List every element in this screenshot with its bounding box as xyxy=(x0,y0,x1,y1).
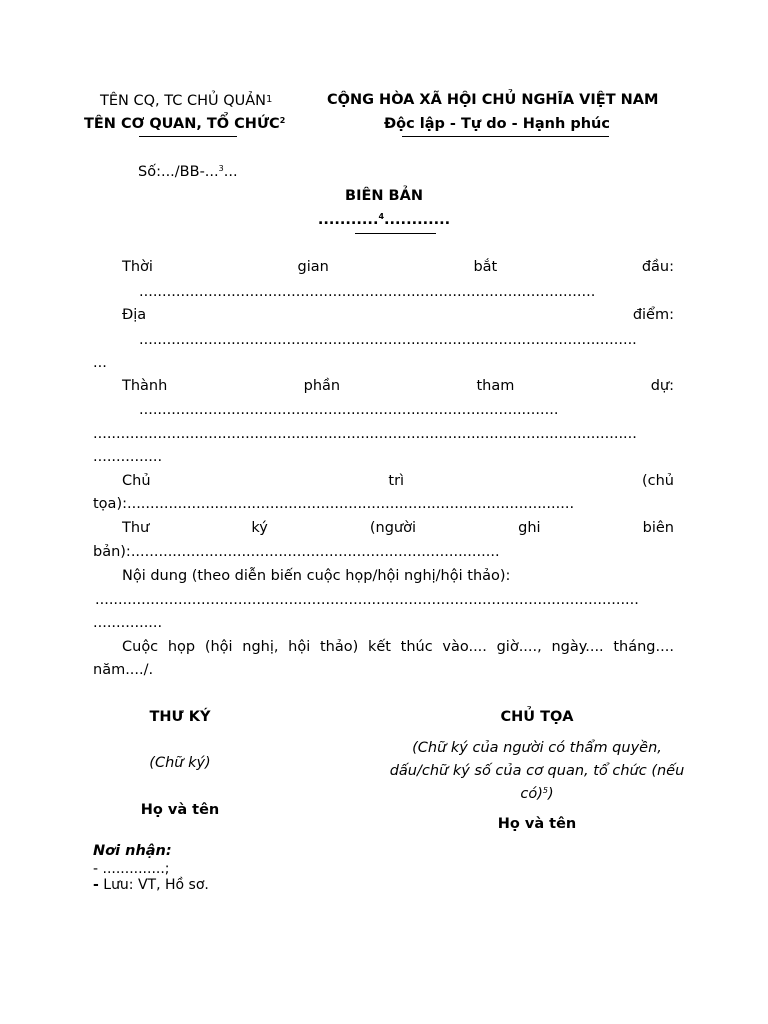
agency-parent-note: 1 xyxy=(266,94,273,105)
end-word: Cuộc xyxy=(122,639,159,655)
chair-signature-end: ) xyxy=(547,786,554,802)
attendees-row xyxy=(122,376,674,396)
chair-word: (chủ xyxy=(641,473,674,489)
content-dots: ...................................................................................................................... xyxy=(95,592,639,608)
end-word: giờ...., xyxy=(496,639,542,655)
chair-signature-line3 xyxy=(377,784,697,804)
attendees-dots-cont: ...................................................................................................................... xyxy=(93,426,637,442)
secretary-word: (người xyxy=(369,520,417,536)
end-word: thúc xyxy=(400,639,433,655)
attendees-word: phần xyxy=(303,378,341,394)
doc-number-note: 3 xyxy=(218,164,224,173)
end-word: hội xyxy=(288,639,311,655)
end-word: nghị, xyxy=(242,639,279,655)
place-dots-cont: ... xyxy=(93,355,107,371)
attendees-word: tham xyxy=(476,378,515,394)
doc-subtitle-left: ........... xyxy=(317,212,379,228)
secretary-word: ghi xyxy=(518,520,541,536)
country-name: CỘNG HÒA XÃ HỘI CHỦ NGHĨA VIỆT NAM xyxy=(327,92,659,108)
doc-number-prefix: Số:.../BB-... xyxy=(138,164,219,180)
content-label: Nội dung (theo diễn biến cuộc họp/hội nghị/hội thảo): xyxy=(122,568,511,584)
agency-name-text: TÊN CƠ QUAN, TỔ CHỨC xyxy=(84,116,280,132)
end-word: ngày.... xyxy=(551,639,604,655)
chair-cont: tọa):................................................................................................. xyxy=(93,496,575,512)
chair-title: CHỦ TỌA xyxy=(500,709,574,725)
motto: Độc lập - Tự do - Hạnh phúc xyxy=(384,116,610,132)
attendees-dots-cont2: ............... xyxy=(93,449,163,465)
place-row xyxy=(122,305,674,325)
attendees-word: Thành xyxy=(122,378,168,394)
doc-subtitle-note: 4 xyxy=(378,212,385,221)
end-cont: năm..../. xyxy=(93,662,154,678)
content-dots-cont: ............... xyxy=(93,615,163,631)
attendees-dots: ........................................................................................... xyxy=(139,402,559,418)
secretary-row xyxy=(122,518,674,538)
place-word: Địa xyxy=(122,307,147,323)
end-word: tháng.... xyxy=(613,639,674,655)
secretary-word: ký xyxy=(251,520,268,536)
agency-name-note: 2 xyxy=(279,116,286,125)
place-dots: ............................................................................................................ xyxy=(139,332,637,348)
time-dots: ................................................................................................... xyxy=(139,284,596,300)
secretary-title: THƯ KÝ xyxy=(149,709,211,725)
agency-parent xyxy=(100,90,272,111)
chair-signature-text: có) xyxy=(520,786,543,802)
time-row xyxy=(122,257,674,277)
recipient-line1: - ..............; xyxy=(93,861,170,877)
recipients-label: Nơi nhận: xyxy=(93,843,172,859)
attendees-word: dự: xyxy=(650,378,674,394)
agency-underline xyxy=(139,136,237,137)
doc-subtitle xyxy=(0,210,768,230)
doc-number xyxy=(138,162,238,182)
time-word: đầu: xyxy=(641,259,674,275)
doc-number-suffix: ... xyxy=(223,164,238,180)
motto-underline xyxy=(402,136,609,137)
agency-parent-text: TÊN CQ, TC CHỦ QUẢN xyxy=(100,93,267,109)
end-word: (hội xyxy=(204,639,233,655)
doc-title: BIÊN BẢN xyxy=(345,188,423,204)
chair-signature-line1: (Chữ ký của người có thẩm quyền, xyxy=(412,740,662,756)
recipient-line2-text: Lưu: VT, Hồ sơ. xyxy=(98,877,209,893)
chair-word: Chủ xyxy=(122,473,151,489)
doc-subtitle-right: ............ xyxy=(384,212,451,228)
recipient-dash: - xyxy=(93,877,99,893)
end-word: thảo) xyxy=(319,639,359,655)
end-word: vào.... xyxy=(442,639,487,655)
chair-row xyxy=(122,471,674,491)
agency-name xyxy=(84,114,285,134)
chair-signature-line2: dấu/chữ ký số của cơ quan, tổ chức (nếu xyxy=(389,763,685,779)
time-word: bắt xyxy=(473,259,498,275)
secretary-name: Họ và tên xyxy=(140,802,220,818)
time-word: Thời xyxy=(122,259,153,275)
title-underline xyxy=(355,233,436,234)
chair-word: trì xyxy=(388,473,405,489)
end-word: họp xyxy=(167,639,196,655)
end-row xyxy=(122,637,674,657)
recipient-line2 xyxy=(93,875,209,895)
end-word: kết xyxy=(367,639,391,655)
chair-name: Họ và tên xyxy=(497,816,577,832)
time-word: gian xyxy=(297,259,329,275)
chair-signature-note: 5 xyxy=(542,786,548,795)
secretary-cont: bản):................................................................................ xyxy=(93,544,500,560)
secretary-word: biên xyxy=(642,520,674,536)
secretary-word: Thư xyxy=(122,520,150,536)
place-word: điểm: xyxy=(632,307,674,323)
secretary-signature: (Chữ ký) xyxy=(149,755,211,771)
